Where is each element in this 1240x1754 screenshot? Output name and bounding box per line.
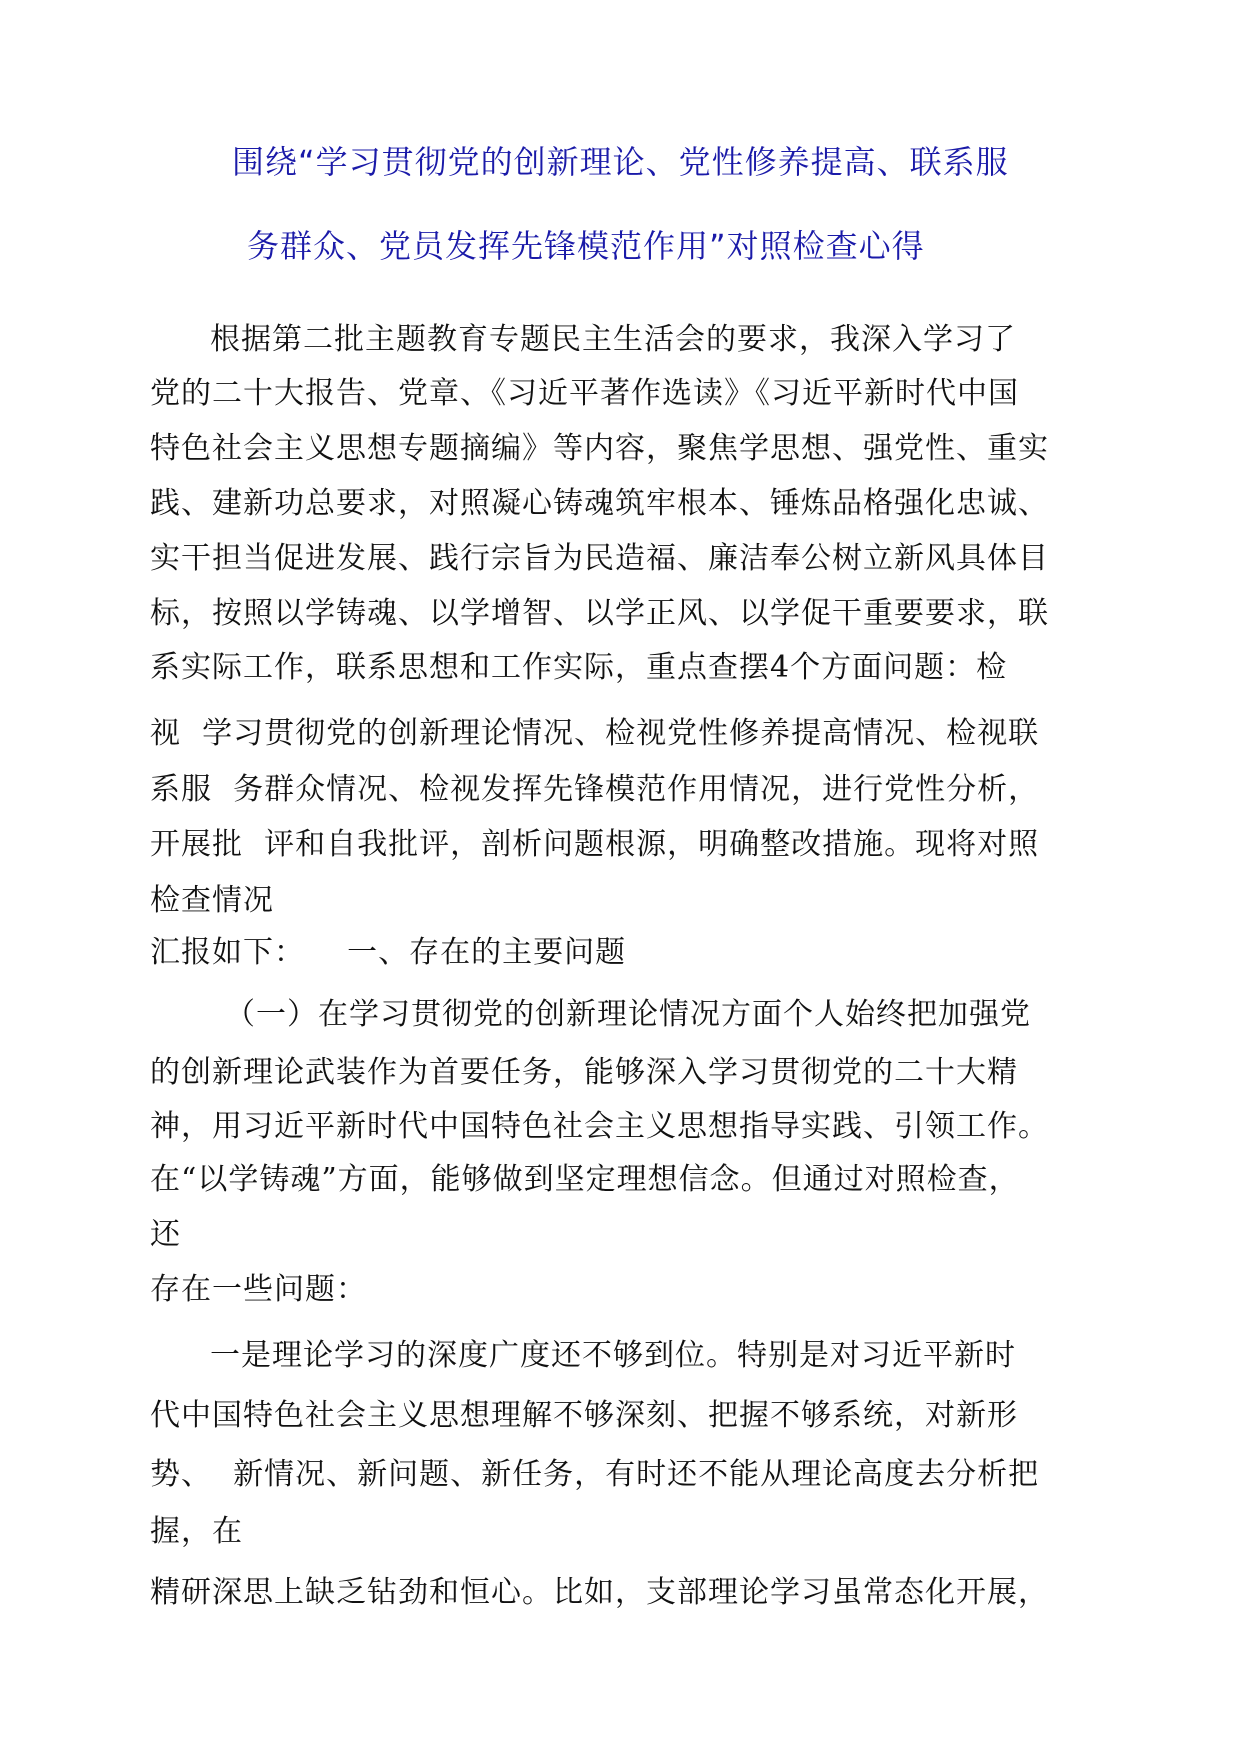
paragraph-line: 特色社会主义思想专题摘编》等内容，聚焦学思想、强党性、重实 [150, 431, 1049, 466]
paragraph-line: 的创新理论武装作为首要任务，能够深入学习贯彻党的二十大精 [150, 1055, 1018, 1090]
paragraph-line: 实干担当促进发展、践行宗旨为民造福、廉洁奉公树立新风具体目 [150, 541, 1049, 576]
paragraph-line: 党的二十大报告、党章、《习近平著作选读》《习近平新时代中国 [150, 376, 1019, 411]
title-line-1: 围绕“学习贯彻党的创新理论、党性修养提高、联系服 [232, 143, 1009, 181]
paragraph-line: 神，用习近平新时代中国特色社会主义思想指导实践、引领工作。 [150, 1109, 1049, 1144]
section-heading-line: 汇报如下： 一、存在的主要问题 [150, 935, 627, 970]
paragraph-line: 视 学习贯彻党的创新理论情况、检视党性修养提高情况、检视联 [150, 716, 1040, 751]
paragraph-line: 一是理论学习的深度广度还不够到位。特别是对习近平新时 [210, 1338, 1016, 1373]
paragraph-line: 践、建新功总要求，对照凝心铸魂筑牢根本、锤炼品格强化忠诚、 [150, 486, 1049, 521]
paragraph-line: 检查情况 [150, 883, 274, 918]
paragraph-line: 还 [150, 1217, 181, 1252]
paragraph-line: 标，按照以学铸魂、以学增智、以学正风、以学促干重要要求，联 [150, 596, 1049, 631]
paragraph-line: （一）在学习贯彻党的创新理论情况方面个人始终把加强党 [225, 997, 1031, 1032]
paragraph-line: 系实际工作，联系思想和工作实际，重点查摆4个方面问题：检 [150, 650, 1008, 685]
paragraph-line: 在“以学铸魂”方面，能够做到坚定理想信念。但通过对照检查， [150, 1162, 1020, 1197]
paragraph-line: 系服 务群众情况、检视发挥先锋模范作用情况，进行党性分析， [150, 772, 1040, 807]
paragraph-line: 精研深思上缺乏钻劲和恒心。比如，支部理论学习虽常态化开展， [150, 1575, 1049, 1610]
paragraph-line: 根据第二批主题教育专题民主生活会的要求，我深入学习了 [210, 322, 1016, 357]
paragraph-line: 开展批 评和自我批评，剖析问题根源，明确整改措施。现将对照 [150, 827, 1040, 862]
paragraph-line: 代中国特色社会主义思想理解不够深刻、把握不够系统，对新形 [150, 1398, 1018, 1433]
paragraph-line: 存在一些问题： [150, 1272, 367, 1307]
paragraph-line: 势、 新情况、新问题、新任务，有时还不能从理论高度去分析把 [150, 1457, 1040, 1492]
title-line-2: 务群众、党员发挥先锋模范作用”对照检查心得 [247, 227, 925, 265]
paragraph-line: 握，在 [150, 1514, 243, 1549]
